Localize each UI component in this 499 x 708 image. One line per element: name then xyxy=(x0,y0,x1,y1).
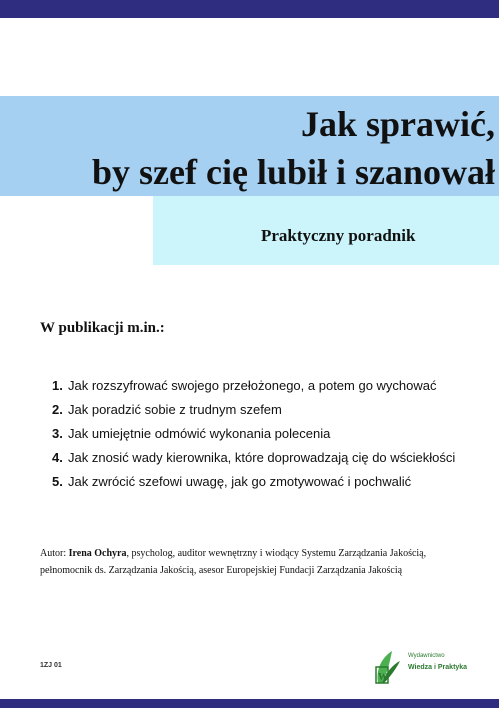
svg-text:W: W xyxy=(378,672,388,683)
list-item xyxy=(52,374,472,398)
title-line-1: Jak sprawić, xyxy=(300,104,495,144)
list-item-text: Jak rozszyfrować swojego przełożonego, a potem go wychować xyxy=(68,378,437,393)
wip-leaf-logo-icon xyxy=(372,647,402,687)
list-item-text: Jak zwrócić szefowi uwagę, jak go zmotywować i pochwalić xyxy=(68,474,412,489)
list-item-number: 2. xyxy=(52,402,63,417)
subtitle: Praktyczny poradnik xyxy=(261,226,416,245)
list-item-number: 3. xyxy=(52,426,63,441)
list-item xyxy=(52,446,472,470)
list-item-text: Jak poradzić sobie z trudnym szefem xyxy=(68,402,282,417)
title-band xyxy=(0,96,499,196)
list-item-text: Jak umiejętnie odmówić wykonania polecenia xyxy=(68,426,331,441)
list-item-text: Jak znosić wady kierownika, które doprowadzają cię do wściekłości xyxy=(68,450,456,465)
bottom-border-bar xyxy=(0,699,499,708)
title-line-2: by szef cię lubił i szanował xyxy=(92,152,495,192)
list-item xyxy=(52,398,472,422)
author-description: , psycholog, auditor wewnętrzny i wiodący Systemu Zarządzania Jakością, pełnomocnik ds. Zarządzania Jakością, asesor Europejskiej Fundacji Zarządzania Jakością xyxy=(40,548,427,576)
author-name: Irena Ochyra xyxy=(68,548,127,559)
list-item-number: 1. xyxy=(52,378,63,393)
catalog-code: 1ZJ 01 xyxy=(40,662,62,669)
topics-list xyxy=(52,374,472,494)
top-border-bar xyxy=(0,0,499,18)
list-item xyxy=(52,422,472,446)
list-item-number: 4. xyxy=(52,450,63,465)
publisher-logo xyxy=(372,647,468,687)
publication-heading: W publikacji m.in.: xyxy=(40,320,165,336)
subtitle-band xyxy=(153,196,499,265)
author-label: Autor: xyxy=(40,548,67,559)
list-item xyxy=(52,470,472,494)
list-item-number: 5. xyxy=(52,474,63,489)
publisher-name xyxy=(408,651,467,673)
publisher-line-1: Wydawnictwo xyxy=(408,653,445,659)
author-note xyxy=(40,545,470,579)
publisher-line-2: Wiedza i Praktyka xyxy=(408,664,468,671)
